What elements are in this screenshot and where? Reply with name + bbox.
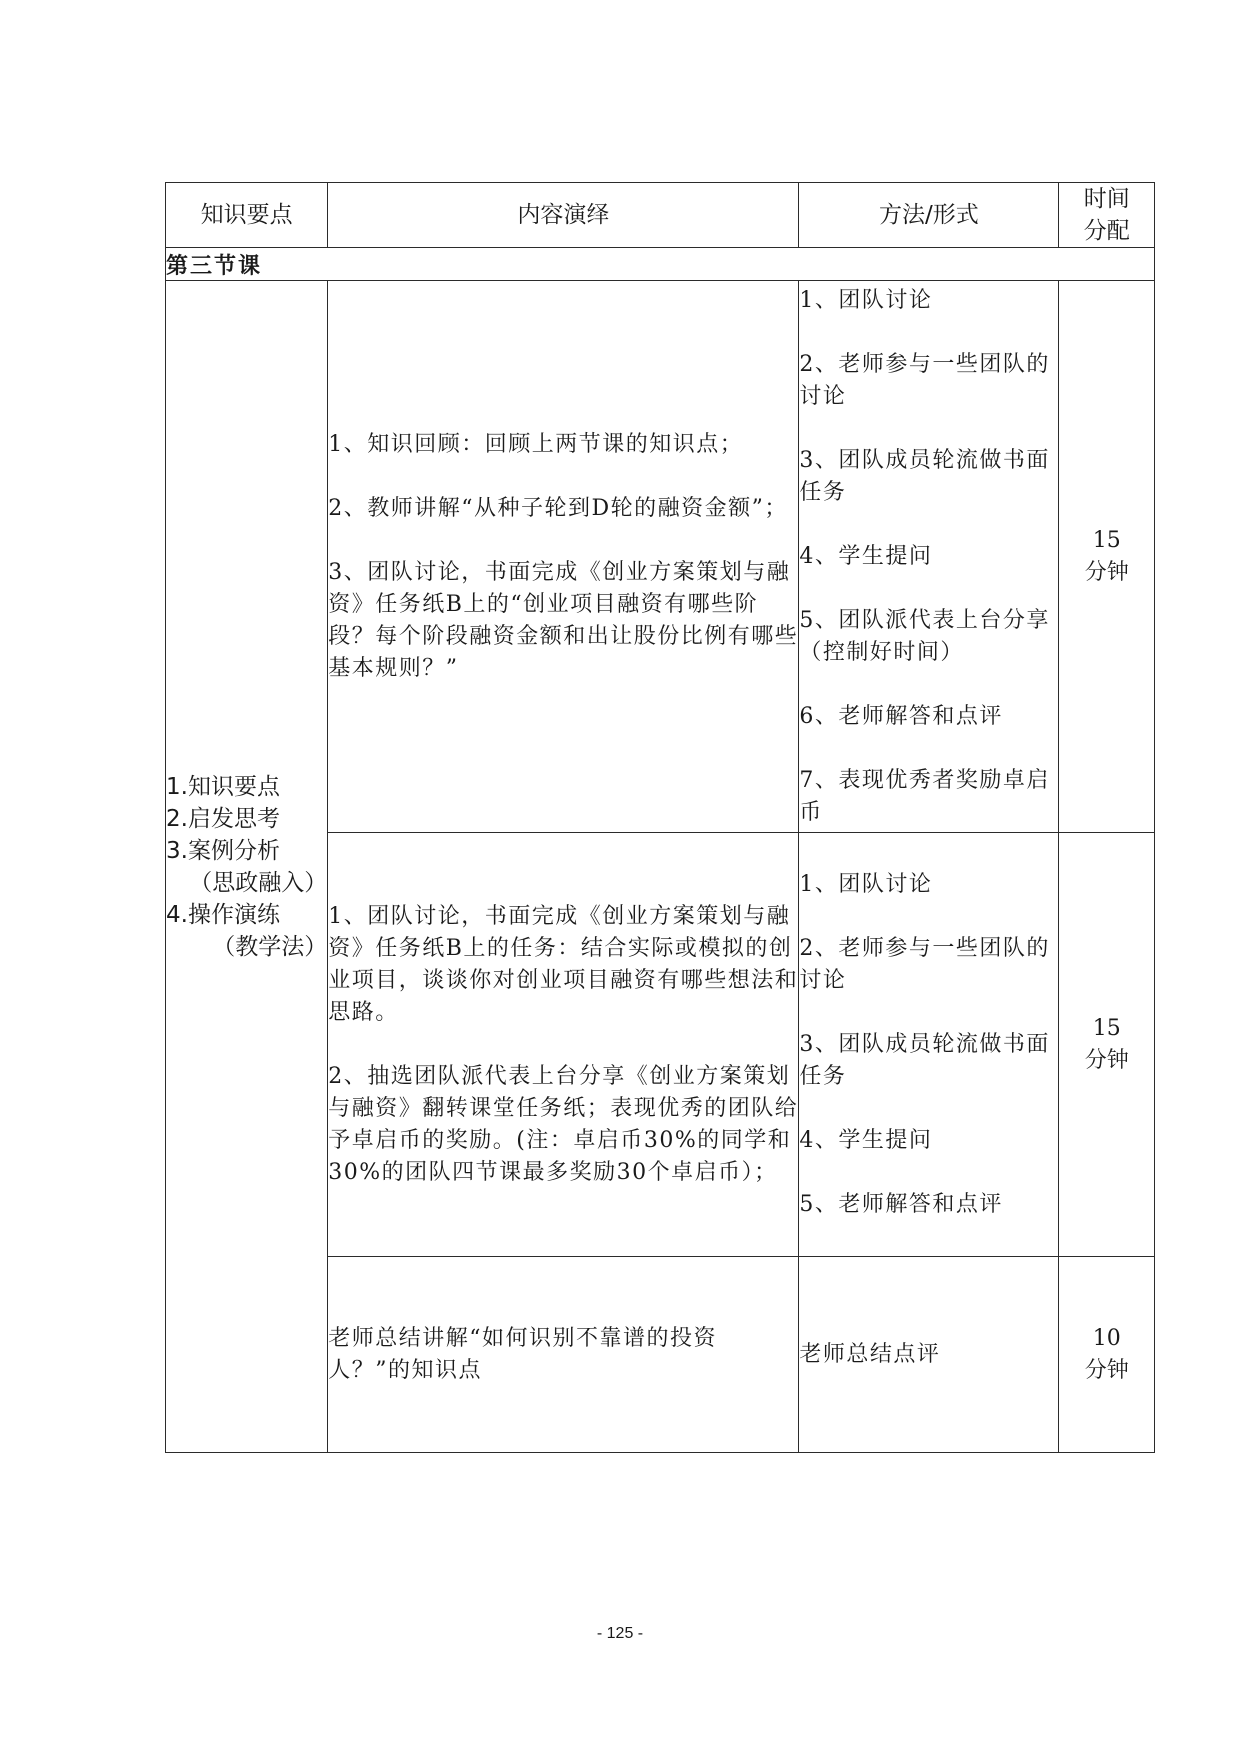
time-amount: 10 (1092, 1325, 1121, 1351)
knowledge-point-3-note: （思政融入） (189, 869, 328, 896)
method-item: 5、团队派代表上台分享（控制好时间） (799, 607, 1050, 665)
header-method: 方法/形式 (799, 183, 1059, 248)
method-item: 5、老师解答和点评 (799, 1191, 1003, 1217)
knowledge-point-4-note: （教学法） (212, 933, 328, 960)
content-item: 3、团队讨论，书面完成《创业方案策划与融资》任务纸B上的“创业项目融资有哪些阶段？每个阶段融资金额和出让股份比例有哪些基本规则？” (328, 559, 799, 681)
time-amount: 15 (1092, 527, 1121, 553)
page-number: - 125 - (596, 1625, 644, 1642)
method-item: 4、学生提问 (799, 543, 933, 569)
knowledge-point-3: 3.案例分析 (166, 837, 280, 864)
content-item: 1、知识回顾：回顾上两节课的知识点； (328, 431, 744, 457)
method-item: 3、团队成员轮流做书面任务 (799, 1031, 1050, 1089)
table-row (166, 281, 1155, 833)
content-cell (328, 1257, 799, 1453)
knowledge-points-cell (166, 281, 328, 1453)
method-item: 6、老师解答和点评 (799, 703, 1003, 729)
content-item: 2、教师讲解“从种子轮到D轮的融资金额”； (328, 495, 788, 521)
knowledge-point-4: 4.操作演练 (166, 901, 280, 928)
method-cell (799, 833, 1059, 1257)
content-cell (328, 833, 799, 1257)
header-time (1059, 183, 1155, 248)
knowledge-point-2: 2.启发思考 (166, 805, 280, 832)
section-row (166, 248, 1155, 281)
method-item: 1、团队讨论 (799, 871, 933, 897)
time-cell (1059, 281, 1155, 833)
content-item: 1、团队讨论，书面完成《创业方案策划与融资》任务纸B上的任务：结合实际或模拟的创业项目，谈谈你对创业项目融资有哪些想法和思路。 (328, 903, 799, 1025)
section-title: 第三节课 (166, 248, 1155, 281)
method-item: 4、学生提问 (799, 1127, 933, 1153)
knowledge-point-1: 1.知识要点 (166, 773, 280, 800)
method-item: 2、老师参与一些团队的讨论 (799, 935, 1050, 993)
header-time-line1: 时间 (1083, 186, 1130, 212)
time-amount: 15 (1092, 1015, 1121, 1041)
content-item: 老师总结讲解“如何识别不靠谱的投资人？”的知识点 (328, 1325, 717, 1383)
header-time-line2: 分配 (1083, 218, 1130, 244)
lesson-plan-table (165, 182, 1155, 1453)
header-content: 内容演绎 (328, 183, 799, 248)
time-unit: 分钟 (1084, 1357, 1129, 1383)
content-cell (328, 281, 799, 833)
method-item: 老师总结点评 (799, 1341, 941, 1367)
method-item: 2、老师参与一些团队的讨论 (799, 351, 1050, 409)
method-cell (799, 1257, 1059, 1453)
time-cell (1059, 1257, 1155, 1453)
method-item: 3、团队成员轮流做书面任务 (799, 447, 1050, 505)
time-cell (1059, 833, 1155, 1257)
method-item: 1、团队讨论 (799, 287, 933, 313)
content-item: 2、抽选团队派代表上台分享《创业方案策划与融资》翻转课堂任务纸；表现优秀的团队给予卓启币的奖励。(注：卓启币30%的同学和30%的团队四节课最多奖励30个卓启币）； (328, 1063, 799, 1185)
header-knowledge-points: 知识要点 (166, 183, 328, 248)
time-unit: 分钟 (1084, 559, 1129, 585)
method-item: 7、表现优秀者奖励卓启币 (799, 767, 1050, 825)
table-header-row (166, 183, 1155, 248)
time-unit: 分钟 (1084, 1047, 1129, 1073)
method-cell (799, 281, 1059, 833)
